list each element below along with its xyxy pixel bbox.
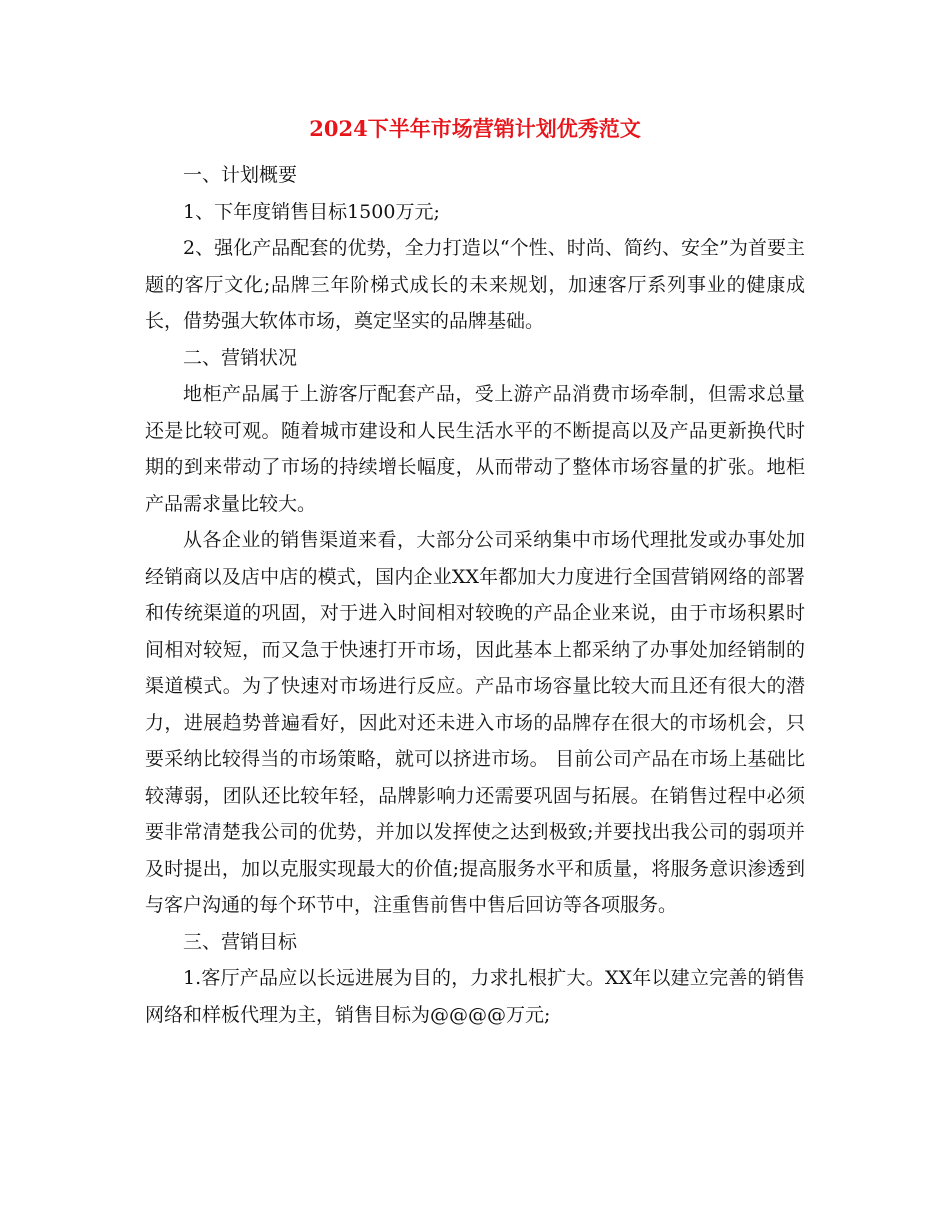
paragraph-market-demand: 地柜产品属于上游客厅配套产品，受上游产品消费市场牵制，但需求总量还是比较可观。随着城市建设和人民生活水平的不断提高以及产品更新换代时期的到来带动了市场的持续增长幅度，从而带动了整体市场容量的扩张。地柜产品需求量比较大。 bbox=[145, 383, 805, 515]
document-title: 2024下半年市场营销计划优秀范文 bbox=[309, 116, 641, 141]
paragraph-sales-target: 1、下年度销售目标1500万元; bbox=[183, 200, 440, 223]
section-heading-marketing-status: 二、营销状况 bbox=[183, 346, 298, 369]
section-heading-marketing-goals: 三、营销目标 bbox=[183, 930, 298, 953]
section-heading-plan-summary: 一、计划概要 bbox=[183, 164, 298, 186]
paragraph-product-advantage: 2、强化产品配套的优势，全力打造以“个性、时尚、简约、安全”为首要主题的客厅文化;品牌三年阶梯式成长的未来规划，加速客厅系列事业的健康成长，借势强大软体市场，奠定坚实的品牌基础。 bbox=[145, 237, 805, 332]
paragraph-sales-channels: 从各企业的销售渠道来看，大部分公司采纳集中市场代理批发或办事处加经销商以及店中店的模式，国内企业XX年都加大力度进行全国营销网络的部署和传统渠道的巩固，对于进入时间相对较晚的产品企业来说，由于市场积累时间相对较短，而又急于快速打开市场，因此基本上都采纳了办事处加经销制的渠道模式。为了快速对市场进行反应。产品市场容量比较大而且还有很大的潜力，进展趋势普遍看好，因此对还未进入市场的品牌存在很大的市场机会，只要采纳比较得当的市场策略，就可以挤进市场。 目前公司产品在市场上基础比较薄弱，团队还比较年轻，品牌影响力还需要巩固与拓展。在销售过程中必须要非常清楚我公司的优势，并加以发挥使之达到极致;并要找出我公司的弱项并及时提出，加以克服实现最大的价值;提高服务水平和质量，将服务意识渗透到与客户沟通的每个环节中，注重售前售中售后回访等各项服务。 bbox=[145, 529, 805, 916]
document-body bbox=[145, 157, 805, 1033]
paragraph-goal-1: 1.客厅产品应以长远进展为目的，力求扎根扩大。XX年以建立完善的销售网络和样板代理为主，销售目标为@@@@万元; bbox=[145, 967, 805, 1026]
